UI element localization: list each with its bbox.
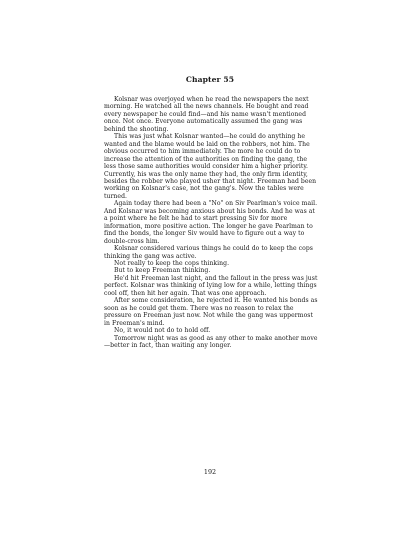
paragraph: He'd hit Freeman last night, and the fallout in the press was just perfect. Kolsnar was thinking of lying low for a while, letting things cool off, then hit her again. That was one approach. [104, 274, 318, 297]
paragraph: But to keep Freeman thinking. [114, 267, 211, 275]
page-number: 192 [203, 468, 217, 476]
chapter-body [104, 96, 320, 349]
paragraph: Kolsnar considered various things he could do to keep the cops thinking the gang was active. [104, 245, 313, 260]
paragraph: Kolsnar was overjoyed when he read the newspapers the next morning. He watched all the news channels. He bought and read every newspaper he could find—and his name wasn't mentioned once. Not once. Everyone automatically assumed the gang was behind the shooting. [104, 96, 309, 133]
chapter-title: Chapter 55 [185, 75, 235, 84]
paragraph: After some consideration, he rejected it. He wanted his bonds as soon as he could get them. There was no reason to relax the pressure on Freeman just now. Not while the gang was uppermost in Freeman's mind. [104, 297, 318, 327]
paragraph: Again today there had been a "No" on Siv Pearlman's voice mail. And Kolsnar was becoming anxious about his bonds. And he was at a point where he felt he had to start pressing Siv for more information, more positive action. The longer he gave Pearlman to find the bonds, the longer Siv would have to figure out a way to double-cross him. [104, 200, 318, 245]
paragraph: Tomorrow night was as good as any other to make another move—better in fact, than waiting any longer. [104, 334, 318, 349]
paragraph: This was just what Kolsnar wanted—he could do anything he wanted and the blame would be laid on the robbers, not him. The obvious occurred to him immediately. The more he could do to increase the attention of the authorities on finding the gang, the less those same authorities would consider him a higher priority. Currently, his was the only name they had, the only firm identity, besides the robber who played usher that night. Freeman had been working on Kolsnar's case, not the gang's. Now the tables were turned. [104, 133, 317, 200]
paragraph: No, it would not do to hold off. [114, 327, 211, 335]
paragraph: Not really to keep the cops thinking. [114, 259, 230, 267]
